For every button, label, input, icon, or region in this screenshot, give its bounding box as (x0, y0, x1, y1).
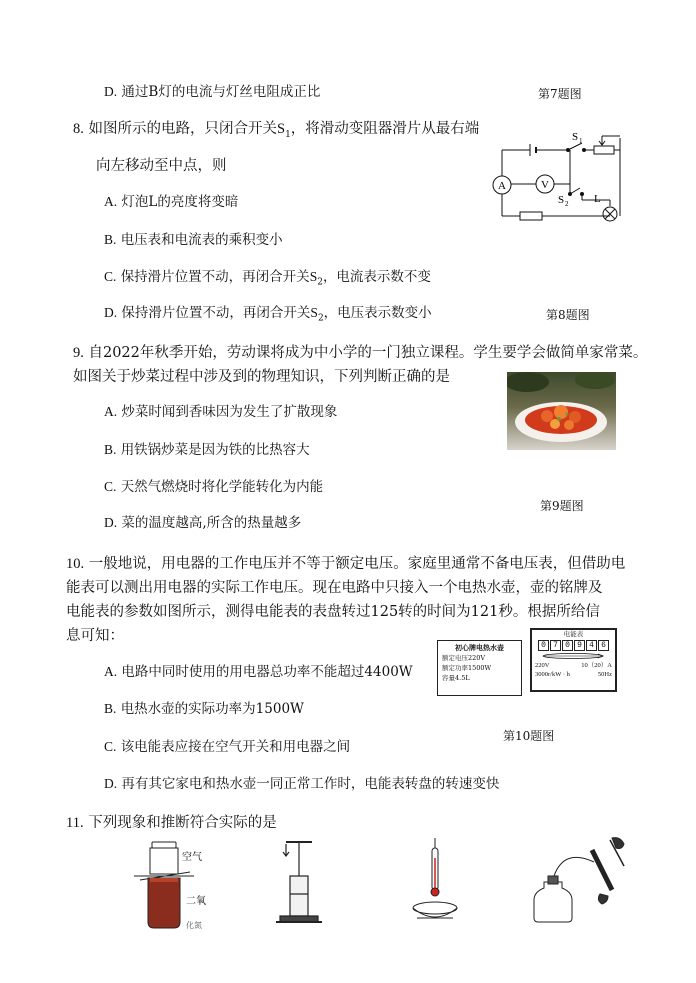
q8-option-c: C. 保持滑片位置不动，再闭合开关$S_2$，电流表示数不变 (104, 269, 431, 288)
q9-stem-line2: 如图关于炒菜过程中涉及到的物理知识，下列判断正确的是 (73, 369, 450, 385)
q10-stem-line1: 10. 一般地说，用电器的工作电压并不等于额定电压。家庭里通常不备电压表，但借助电 (66, 556, 626, 572)
q9-number: 9. (73, 345, 84, 361)
q11-number: 11. (66, 815, 84, 831)
q9-figure-caption: 第9题图 (540, 499, 584, 513)
q9-option-a: A. 炒菜时闻到香味因为发生了扩散现象 (104, 404, 338, 420)
meter-spec-freq: 50Hz (597, 671, 612, 678)
meter-digit: 7 (550, 640, 561, 651)
q9-stem-line1: 9. 自2022年秋季开始，劳动课将成为中小学的一门独立课程。学生要学会做简单家常菜。 (73, 345, 648, 361)
s2-label: S (558, 194, 565, 206)
q10-electricity-meter (530, 628, 617, 692)
nameplate-line2: 额定功率1500W (442, 664, 492, 672)
q10-stem-line4: 息可知： (66, 628, 124, 644)
q10-option-b: B. 电热水壶的实际功率为1500W (104, 701, 304, 717)
meter-digit: 0 (538, 640, 549, 651)
q9-option-c: C. 天然气燃烧时将化学能转化为内能 (104, 479, 324, 495)
lamp-label: L (594, 193, 601, 205)
fig1-label-no2-b: 化氮 (186, 921, 202, 930)
q11-figure-diffusion (128, 838, 218, 930)
q11-figure-compression (272, 838, 322, 928)
q8-option-d: D. 保持滑片位置不动，再闭合开关$S_2$，电压表示数变小 (104, 305, 432, 324)
q8-number: 8. (73, 121, 84, 137)
q10-kettle-nameplate (437, 640, 522, 696)
ammeter-label: A (498, 180, 506, 192)
meter-spec-current: 10（20）A (581, 662, 612, 669)
q8-option-b: B. 电压表和电流表的乘积变小 (104, 232, 283, 248)
meter-digit: 6 (598, 640, 609, 651)
meter-rotating-disc (532, 651, 615, 661)
meter-digit: 0 (562, 640, 573, 651)
q8-stem-line1: 8. 如图所示的电路，只闭合开关$S_1$，将滑动变阻器滑片从最右端 (73, 121, 480, 140)
q8-figure-caption: 第8题图 (546, 308, 590, 322)
meter-digit: 4 (586, 640, 597, 651)
q9-option-d: D. 菜的温度越高,所含的热量越多 (104, 515, 302, 531)
q7-option-d-text: 通过B灯的电流与灯丝电阻成正比 (121, 84, 321, 100)
q8-stem-line2: 向左移动至中点，则 (96, 158, 227, 174)
s1-label: S (572, 131, 579, 143)
q11-figure-thermometer (405, 838, 465, 926)
q10-stem-line3: 电能表的参数如图所示，测得电能表的表盘转过125转的时间为121秒。根据所给信 (66, 604, 600, 620)
q10-option-c: C. 该电能表应接在空气开关和用电器之间 (104, 739, 351, 755)
fig1-label-no2-a: 二氧 (186, 896, 206, 907)
voltmeter-label: V (541, 179, 549, 191)
q7-option-d (104, 82, 320, 102)
q9-dish-photo (507, 372, 616, 450)
meter-digits (532, 640, 615, 651)
s2-sub-label: 2 (565, 200, 569, 208)
q7-figure-caption: 第7题图 (538, 87, 582, 101)
q8-option-a: A. 灯泡L的亮度将变暗 (104, 194, 239, 210)
q10-option-d: D. 再有其它家电和热水壶一同正常工作时，电能表转盘的转速变快 (104, 776, 500, 792)
meter-spec-voltage: 220V (535, 662, 550, 669)
q10-figure-caption: 第10题图 (503, 729, 555, 743)
q10-number: 10. (66, 556, 85, 572)
q11-stem: 11. 下列现象和推断符合实际的是 (66, 815, 277, 831)
meter-digit: 9 (574, 640, 585, 651)
q7-option-d-letter: D. (104, 84, 118, 99)
q11-figure-flask-pump (530, 836, 630, 926)
nameplate-title: 初心牌电热水壶 (455, 643, 504, 652)
nameplate-line3: 容量4.5L (442, 674, 470, 682)
q10-option-a: A. 电路中同时使用的用电器总功率不能超过4400W (104, 664, 413, 680)
meter-title: 电能表 (563, 630, 584, 638)
fig1-label-air: 空气 (182, 852, 202, 863)
q9-option-b: B. 用铁锅炒菜是因为铁的比热容大 (104, 442, 310, 458)
nameplate-line1: 额定电压220V (442, 654, 486, 662)
q8-circuit-diagram (490, 128, 630, 224)
s1-sub-label: 1 (579, 137, 583, 145)
q10-stem-line2: 能表可以测出用电器的实际工作电压。现在电路中只接入一个电热水壶，壶的铭牌及 (66, 580, 603, 596)
meter-spec-rev: 3000r/kW · h (535, 671, 570, 678)
